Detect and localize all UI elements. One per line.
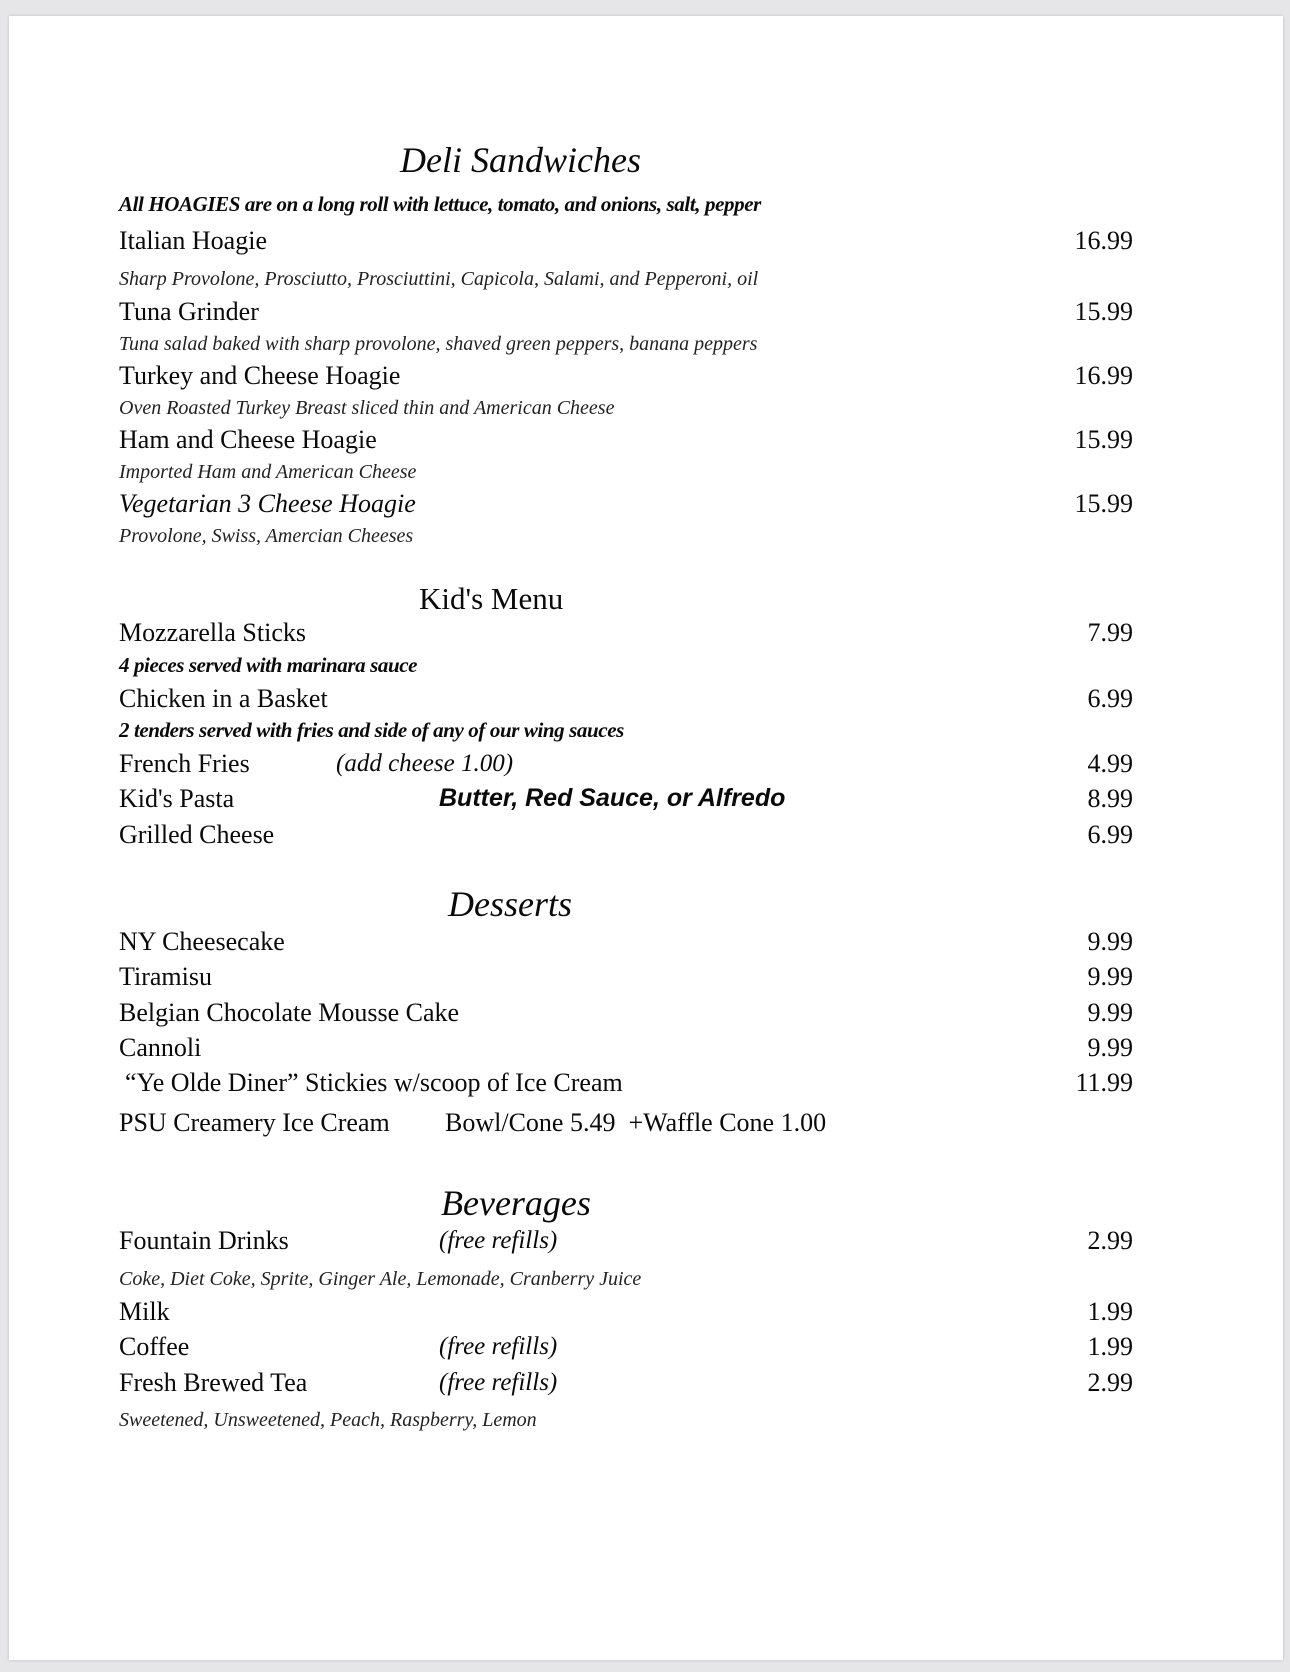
beverage-item-name: Fountain Drinks bbox=[119, 1226, 289, 1255]
dessert-item-price: 9.99 bbox=[1087, 962, 1133, 991]
kids-item-note: 2 tenders served with fries and side of any of our wing sauces bbox=[119, 718, 624, 742]
dessert-item-name: “Ye Olde Diner” Stickies w/scoop of Ice Cream bbox=[125, 1068, 623, 1097]
kids-item-price: 4.99 bbox=[1087, 749, 1133, 778]
dessert-item-name: NY Cheesecake bbox=[119, 927, 285, 956]
deli-item-desc: Tuna salad baked with sharp provolone, shaved green peppers, banana peppers bbox=[119, 333, 758, 355]
dessert-item-name: Belgian Chocolate Mousse Cake bbox=[119, 998, 460, 1027]
section-title-beverages: Beverages bbox=[441, 1183, 591, 1223]
kids-item-extra: Butter, Red Sauce, or Alfredo bbox=[439, 784, 786, 812]
beverage-item-name: Milk bbox=[119, 1297, 170, 1326]
deli-item-name: Tuna Grinder bbox=[119, 297, 259, 326]
kids-item-price: 6.99 bbox=[1087, 820, 1133, 849]
beverage-item-extra: (free refills) bbox=[439, 1369, 558, 1396]
deli-item-desc: Sharp Provolone, Prosciutto, Prosciuttini, Capicola, Salami, and Pepperoni, oil bbox=[119, 268, 759, 290]
beverage-item-desc: Coke, Diet Coke, Sprite, Ginger Ale, Lemonade, Cranberry Juice bbox=[119, 1268, 642, 1290]
kids-item-name: Chicken in a Basket bbox=[119, 684, 328, 713]
kids-item-extra: (add cheese 1.00) bbox=[336, 750, 514, 777]
deli-item-price: 15.99 bbox=[1074, 297, 1133, 326]
beverage-item-price: 2.99 bbox=[1087, 1226, 1133, 1255]
deli-item-price: 16.99 bbox=[1074, 226, 1133, 255]
kids-item-price: 6.99 bbox=[1087, 684, 1133, 713]
dessert-item-price: 9.99 bbox=[1087, 998, 1133, 1027]
deli-item-name: Italian Hoagie bbox=[119, 226, 267, 255]
menu-page bbox=[9, 16, 1283, 1660]
deli-item-name: Turkey and Cheese Hoagie bbox=[119, 361, 401, 390]
dessert-item-price: 9.99 bbox=[1087, 927, 1133, 956]
dessert-item-name: Tiramisu bbox=[119, 962, 212, 991]
section-title-desserts: Desserts bbox=[448, 884, 572, 924]
beverage-item-desc: Sweetened, Unsweetened, Peach, Raspberry, Lemon bbox=[119, 1409, 537, 1431]
beverage-item-price: 1.99 bbox=[1087, 1332, 1133, 1361]
beverage-item-price: 2.99 bbox=[1087, 1368, 1133, 1397]
kids-item-price: 7.99 bbox=[1087, 618, 1133, 647]
deli-item-name: Ham and Cheese Hoagie bbox=[119, 425, 377, 454]
beverage-item-extra: (free refills) bbox=[439, 1333, 558, 1360]
deli-item-desc: Imported Ham and American Cheese bbox=[119, 461, 417, 483]
dessert-item-name: PSU Creamery Ice Cream bbox=[119, 1108, 390, 1137]
deli-item-price: 15.99 bbox=[1074, 425, 1133, 454]
dessert-item-extra: Bowl/Cone 5.49 +Waffle Cone 1.00 bbox=[445, 1108, 827, 1137]
beverage-item-name: Fresh Brewed Tea bbox=[119, 1368, 308, 1397]
deli-item-desc: Provolone, Swiss, Amercian Cheeses bbox=[119, 525, 414, 547]
beverage-item-extra: (free refills) bbox=[439, 1227, 558, 1254]
beverage-item-name: Coffee bbox=[119, 1332, 190, 1361]
kids-item-name: Grilled Cheese bbox=[119, 820, 275, 849]
dessert-item-name: Cannoli bbox=[119, 1033, 202, 1062]
section-title-kids: Kid's Menu bbox=[419, 581, 564, 616]
dessert-item-price: 9.99 bbox=[1087, 1033, 1133, 1062]
deli-note: All HOAGIES are on a long roll with lettuce, tomato, and onions, salt, pepper bbox=[119, 192, 761, 216]
kids-item-note: 4 pieces served with marinara sauce bbox=[119, 653, 418, 677]
kids-item-name: French Fries bbox=[119, 749, 250, 778]
beverage-item-price: 1.99 bbox=[1087, 1297, 1133, 1326]
dessert-item-price: 11.99 bbox=[1075, 1068, 1133, 1097]
kids-item-price: 8.99 bbox=[1087, 784, 1133, 813]
kids-item-name: Kid's Pasta bbox=[119, 784, 235, 813]
kids-item-name: Mozzarella Sticks bbox=[119, 618, 306, 647]
deli-item-price: 15.99 bbox=[1074, 489, 1133, 518]
section-title-deli: Deli Sandwiches bbox=[400, 140, 641, 180]
deli-item-price: 16.99 bbox=[1074, 361, 1133, 390]
deli-item-name: Vegetarian 3 Cheese Hoagie bbox=[119, 489, 416, 518]
deli-item-desc: Oven Roasted Turkey Breast sliced thin and American Cheese bbox=[119, 397, 615, 419]
